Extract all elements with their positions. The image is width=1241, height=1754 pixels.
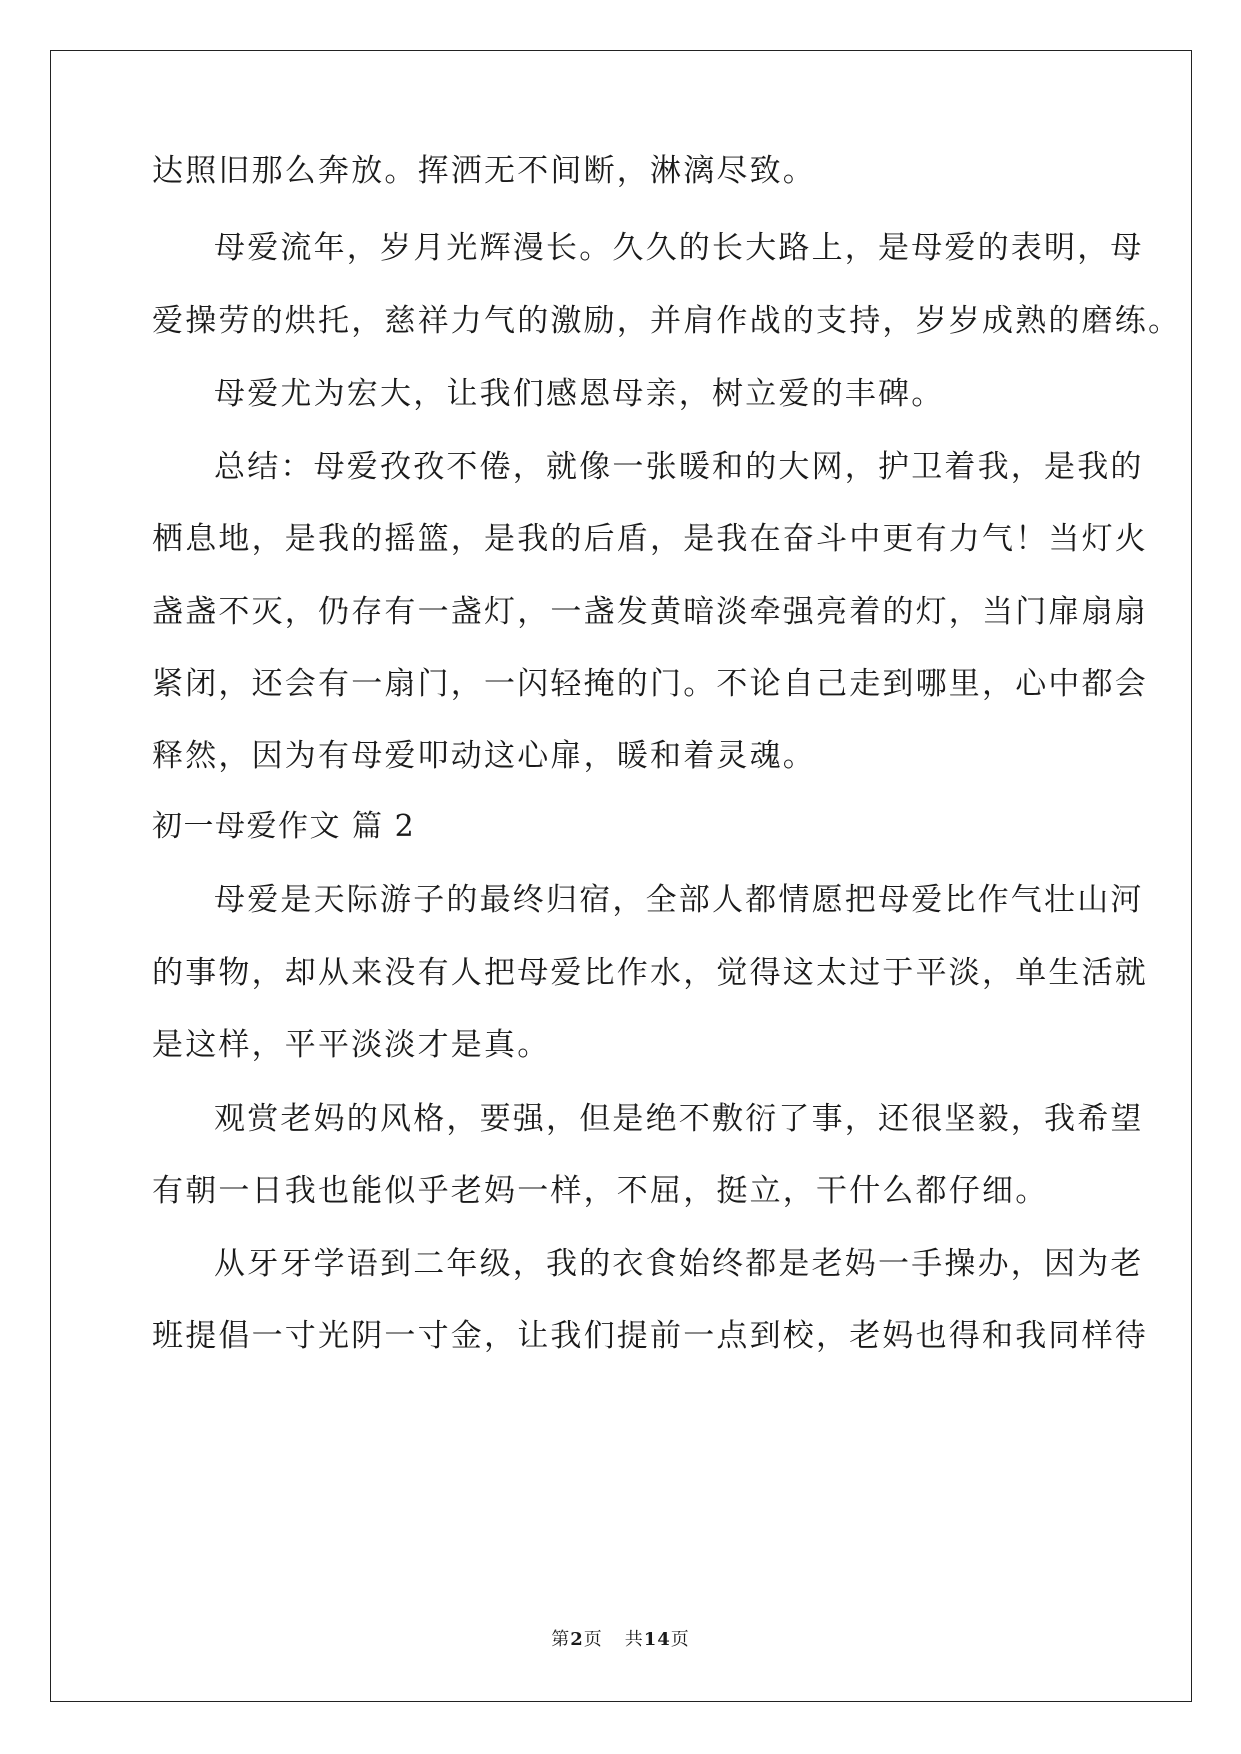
paragraph-line: 母爱尤为宏大，让我们感恩母亲，树立爱的丰碑。 (214, 376, 945, 412)
page-footer (0, 1631, 1241, 1649)
paragraph-line: 班提倡一寸光阴一寸金，让我们提前一点到校，老妈也得和我同样待 (152, 1318, 1148, 1354)
paragraph-line: 释然，因为有母爱叩动这心扉，暖和着灵魂。 (152, 738, 816, 774)
paragraph-line: 爱操劳的烘托，慈祥力气的激励，并肩作战的支持，岁岁成熟的磨练。 (152, 303, 1182, 339)
paragraph-line: 栖息地，是我的摇篮，是我的后盾，是我在奋斗中更有力气！当灯火 (152, 521, 1148, 557)
page-suffix: 页 (583, 1629, 603, 1650)
page-border (50, 50, 1192, 1702)
paragraph-line: 的事物，却从来没有人把母爱比作水，觉得这太过于平淡，单生活就 (152, 955, 1148, 991)
section-heading: 初一母爱作文 篇 2 (152, 809, 416, 844)
paragraph-line: 观赏老妈的风格，要强，但是绝不敷衍了事，还很坚毅，我希望 (214, 1101, 1144, 1137)
paragraph-line: 盏盏不灭，仍存有一盏灯，一盏发黄暗淡牵强亮着的灯，当门扉扇扇 (152, 594, 1148, 630)
paragraph-line: 有朝一日我也能似乎老妈一样，不屈，挺立，干什么都仔细。 (152, 1173, 1049, 1209)
page-number: 2 (570, 1629, 584, 1650)
paragraph-line: 总结：母爱孜孜不倦，就像一张暖和的大网，护卫着我，是我的 (214, 449, 1144, 485)
paragraph-line: 紧闭，还会有一扇门，一闪轻掩的门。不论自己走到哪里，心中都会 (152, 666, 1148, 702)
total-suffix: 页 (670, 1629, 690, 1650)
paragraph-line: 母爱流年，岁月光辉漫长。久久的长大路上，是母爱的表明，母 (214, 230, 1144, 266)
paragraph-line: 是这样，平平淡淡才是真。 (152, 1027, 551, 1063)
total-prefix: 共 (624, 1629, 644, 1650)
paragraph-line: 达照旧那么奔放。挥洒无不间断，淋漓尽致。 (152, 153, 816, 189)
paragraph-line: 母爱是天际游子的最终归宿，全部人都情愿把母爱比作气壮山河 (214, 882, 1144, 918)
page-prefix: 第 (551, 1629, 571, 1650)
total-pages: 14 (643, 1629, 671, 1650)
paragraph-line: 从牙牙学语到二年级，我的衣食始终都是老妈一手操办，因为老 (214, 1246, 1144, 1282)
